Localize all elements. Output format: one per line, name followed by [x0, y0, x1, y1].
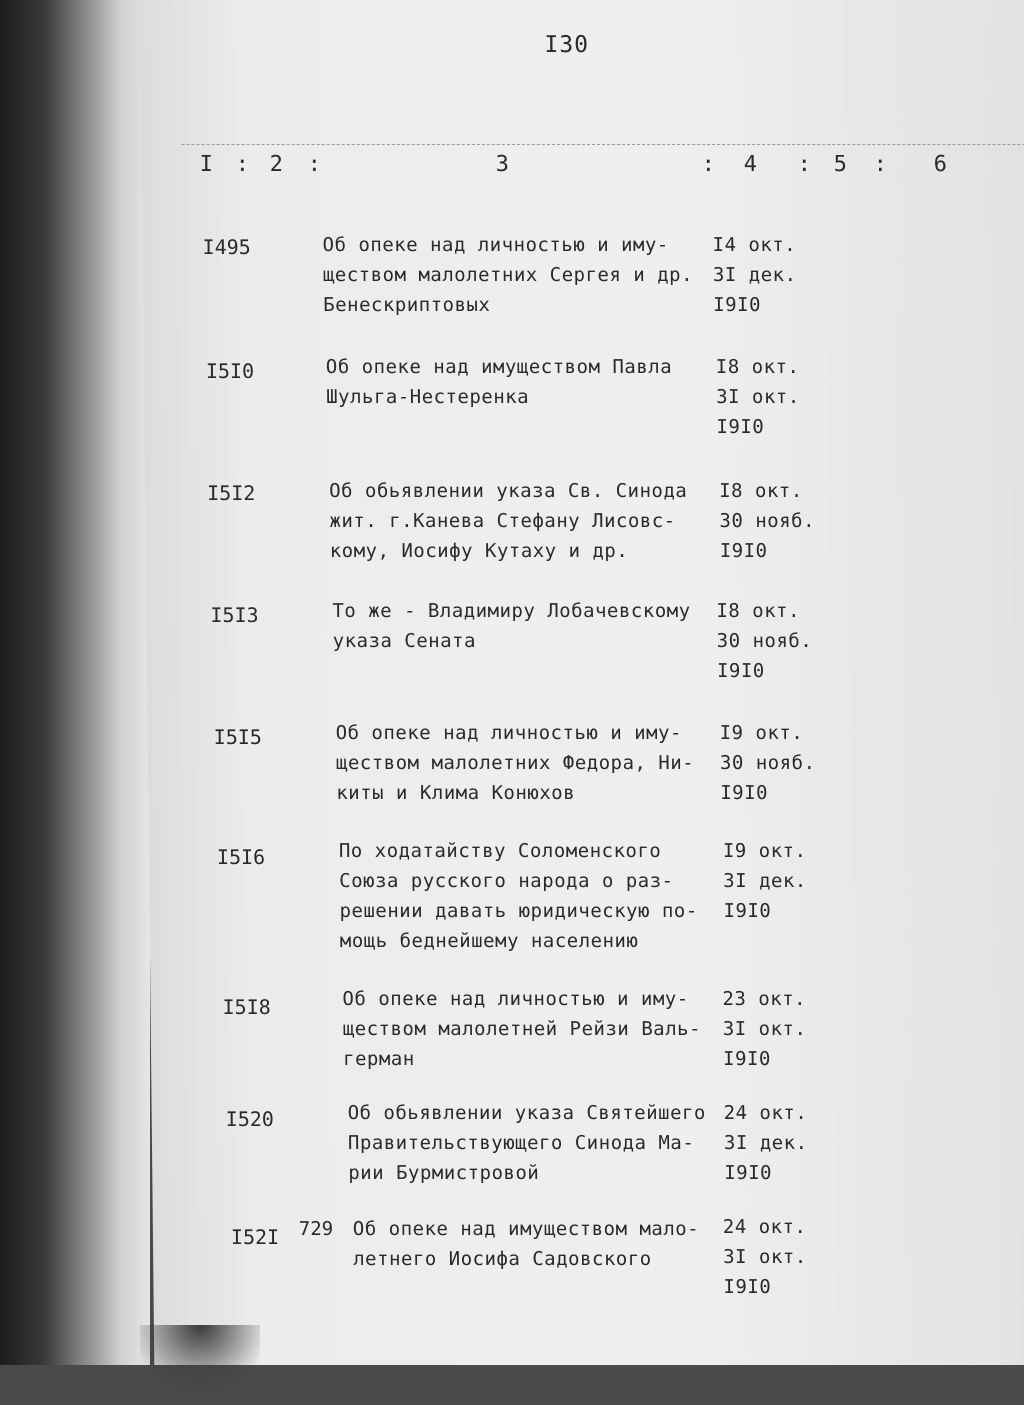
entry-number: I5I6: [216, 845, 266, 869]
entry-description: По ходатайству Соломенского Союза русского народа о раз- решении давать юридическую по- мощь беднейшему населению: [338, 840, 698, 952]
entry-description: Об обьявлении указа Св. Синода жит. г.Канева Стефану Лисовс- кому, Иосифу Кутаху и др.: [329, 480, 688, 562]
column-header-3: 3: [495, 152, 510, 177]
entry-dates: I4 окт. 3I дек. I9I0: [712, 234, 797, 316]
entry-description: Об опеке над имуществом Павла Шульга-Нестеренка: [325, 356, 673, 408]
entry-extra-number: 729: [298, 1218, 334, 1240]
column-separator: :: [873, 152, 888, 177]
entry-description: Об обьявлении указа Святейшего Правительствующего Синода Ма- рии Бурмистровой: [347, 1102, 706, 1184]
entry-number: I5I0: [205, 359, 255, 383]
document-page: [140, 0, 1024, 1365]
entry-description: Об опеке над имуществом мало- летнего Иосифа Садовского: [352, 1218, 700, 1270]
entry-dates: I9 окт. 30 нояб. I9I0: [719, 722, 816, 804]
entry-number: I520: [225, 1107, 275, 1131]
column-header-4: 4: [743, 152, 758, 177]
book-spine: [0, 0, 150, 1365]
column-separator: :: [701, 152, 716, 177]
entry-dates: I9 окт. 3I дек. I9I0: [722, 840, 807, 922]
entry-dates: I8 окт. 3I окт. I9I0: [715, 356, 800, 438]
entry-description: Об опеке над личностью и иму- ществом малолетних Федора, Ни- киты и Клима Конюхов: [335, 722, 695, 804]
column-separator: :: [307, 152, 322, 177]
header-rule: [182, 144, 1024, 145]
column-separator: :: [235, 152, 250, 177]
entry-dates: 23 окт. 3I окт. I9I0: [722, 988, 807, 1070]
column-header-6: 6: [933, 152, 948, 177]
column-separator: :: [797, 152, 812, 177]
entry-dates: 24 окт. 3I дек. I9I0: [723, 1102, 808, 1184]
entry-description: Об опеке над личностью и иму- ществом малолетней Рейзи Валь- герман: [342, 988, 702, 1070]
entry-description: То же - Владимиру Лобачевскому указа Сената: [332, 600, 691, 652]
column-header-5: 5: [833, 152, 848, 177]
entry-dates: I8 окт. 30 нояб. I9I0: [716, 600, 813, 682]
entry-dates: 24 окт. 3I окт. I9I0: [722, 1216, 807, 1298]
entry-description: Об опеке над личностью и иму- ществом малолетних Сергея и др. Бенескриптовых: [322, 234, 694, 316]
entry-dates: I8 окт. 30 нояб. I9I0: [719, 480, 816, 562]
entry-number: I5I3: [210, 603, 259, 627]
page-number: I30: [544, 32, 590, 58]
column-header-2: 2: [269, 152, 284, 177]
entry-number: I52I: [230, 1225, 280, 1249]
entry-number: I5I8: [222, 995, 271, 1019]
entry-number: I5I5: [213, 725, 263, 749]
entry-number: I5I2: [207, 481, 256, 505]
entry-number: I495: [202, 235, 251, 259]
page-corner-shadow: [140, 1325, 260, 1405]
column-header-1: I: [199, 152, 214, 177]
